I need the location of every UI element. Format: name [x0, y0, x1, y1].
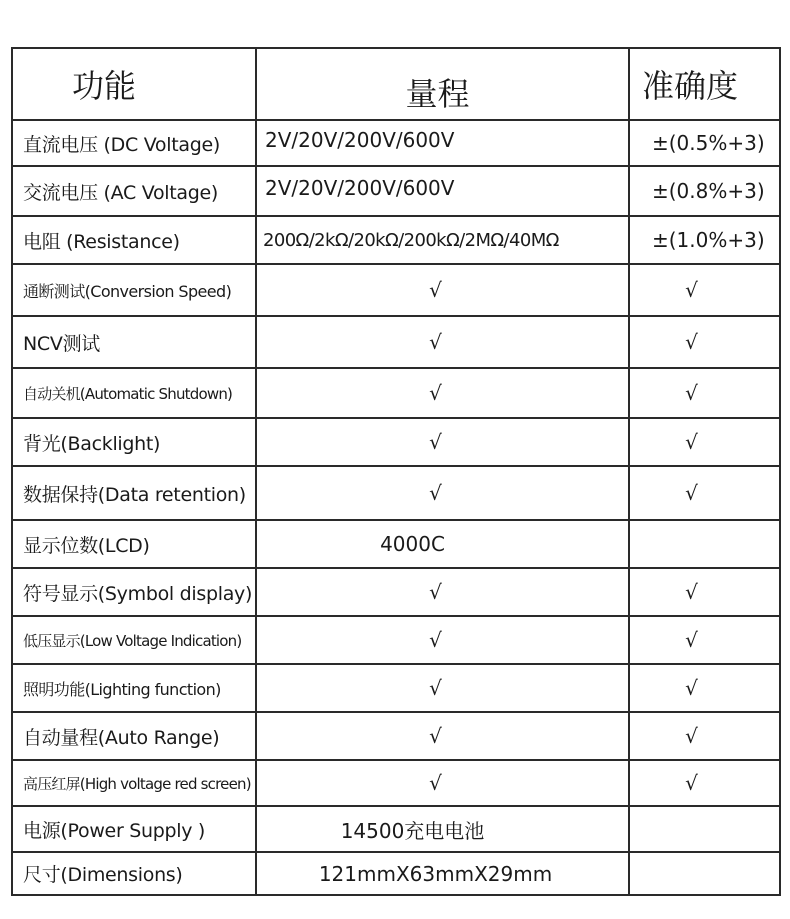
row-range: 2V/20V/200V/600V — [256, 120, 629, 166]
row-accuracy: √ — [629, 418, 780, 466]
table-row — [12, 760, 780, 806]
table-row — [12, 120, 780, 166]
row-accuracy — [629, 806, 780, 852]
row-range: √ — [256, 712, 629, 760]
table-row — [12, 368, 780, 418]
table-row — [12, 166, 780, 216]
row-accuracy: ±(0.8%+3) — [629, 166, 780, 216]
row-function: 背光(Backlight) — [12, 418, 256, 466]
row-accuracy: √ — [629, 264, 780, 316]
row-function: 照明功能(Lighting function) — [12, 664, 256, 712]
row-accuracy — [629, 852, 780, 895]
row-accuracy: √ — [629, 316, 780, 368]
row-accuracy: √ — [629, 664, 780, 712]
table-row — [12, 316, 780, 368]
row-range: √ — [256, 616, 629, 664]
row-accuracy: √ — [629, 568, 780, 616]
table-row — [12, 466, 780, 520]
row-range: √ — [256, 418, 629, 466]
header-accuracy: 准确度 — [629, 48, 780, 120]
spec-table — [11, 47, 781, 896]
row-range: 14500充电电池 — [256, 806, 629, 852]
row-function: 交流电压 (AC Voltage) — [12, 166, 256, 216]
table-header-row — [12, 48, 780, 120]
row-accuracy: ±(1.0%+3) — [629, 216, 780, 264]
row-function: 自动量程(Auto Range) — [12, 712, 256, 760]
row-function: 电阻 (Resistance) — [12, 216, 256, 264]
row-accuracy: √ — [629, 760, 780, 806]
row-function: 高压红屏(High voltage red screen) — [12, 760, 256, 806]
row-range: 200Ω/2kΩ/20kΩ/200kΩ/2MΩ/40MΩ — [256, 216, 629, 264]
row-function: 通断测试(Conversion Speed) — [12, 264, 256, 316]
row-function: 尺寸(Dimensions) — [12, 852, 256, 895]
row-range: √ — [256, 264, 629, 316]
row-range: √ — [256, 466, 629, 520]
table-row — [12, 806, 780, 852]
row-range: √ — [256, 368, 629, 418]
row-accuracy: √ — [629, 616, 780, 664]
row-function: 数据保持(Data retention) — [12, 466, 256, 520]
row-function: 低压显示(Low Voltage Indication) — [12, 616, 256, 664]
row-range: 4000C — [256, 520, 629, 568]
row-function: 自动关机(Automatic Shutdown) — [12, 368, 256, 418]
row-function: 电源(Power Supply ) — [12, 806, 256, 852]
header-function: 功能 — [12, 48, 256, 120]
row-function: 符号显示(Symbol display) — [12, 568, 256, 616]
row-range: √ — [256, 760, 629, 806]
table-row — [12, 616, 780, 664]
row-range: √ — [256, 664, 629, 712]
table-row — [12, 418, 780, 466]
row-accuracy: √ — [629, 712, 780, 760]
table-row — [12, 852, 780, 895]
row-accuracy: √ — [629, 466, 780, 520]
row-accuracy: ±(0.5%+3) — [629, 120, 780, 166]
table-row — [12, 568, 780, 616]
row-range: 2V/20V/200V/600V — [256, 166, 629, 216]
row-function: NCV测试 — [12, 316, 256, 368]
row-accuracy — [629, 520, 780, 568]
row-range: 121mmX63mmX29mm — [256, 852, 629, 895]
row-function: 显示位数(LCD) — [12, 520, 256, 568]
row-function: 直流电压 (DC Voltage) — [12, 120, 256, 166]
row-range: √ — [256, 568, 629, 616]
table-row — [12, 664, 780, 712]
table-row — [12, 712, 780, 760]
table-row — [12, 520, 780, 568]
table-row — [12, 264, 780, 316]
row-accuracy: √ — [629, 368, 780, 418]
header-range: 量程 — [256, 48, 629, 120]
row-range: √ — [256, 316, 629, 368]
table-row — [12, 216, 780, 264]
